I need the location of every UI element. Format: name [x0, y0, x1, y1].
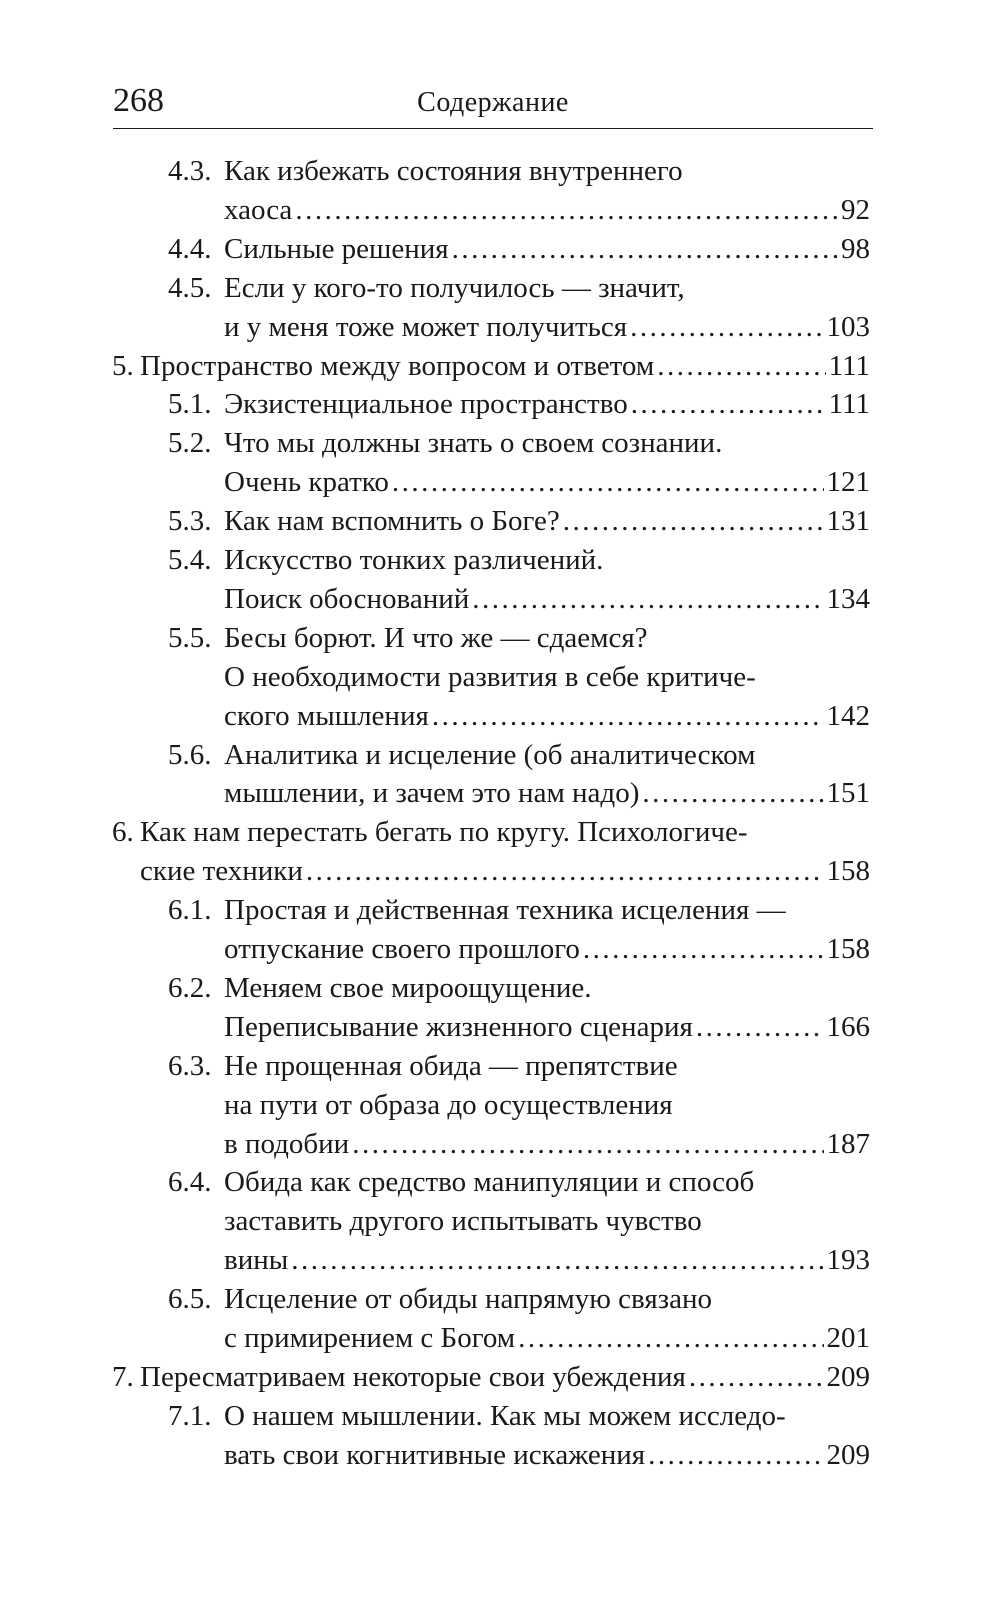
toc-line: [224, 1124, 870, 1164]
toc-line: [224, 773, 870, 813]
toc-entry-title: Как нам перестать бегать по кругу. Психологиче-: [140, 816, 748, 849]
toc-line: [224, 1435, 870, 1475]
toc-entry-title: на пути от образа до осуществления: [224, 1088, 673, 1121]
toc-entry-title: Что мы должны знать о своем сознании.: [224, 427, 723, 460]
toc-line: [224, 1085, 673, 1125]
toc-page-number: 121: [826, 466, 870, 499]
toc-line: [224, 579, 870, 619]
toc-entry-title: заставить другого испытывать чувство: [224, 1205, 702, 1238]
toc-line: [168, 968, 592, 1008]
toc-entry-number: 5.1.: [168, 388, 212, 421]
toc-entry-title: Не прощенная обида — препятствие: [224, 1049, 678, 1082]
dot-leader: [291, 1240, 823, 1280]
toc-line: [168, 1396, 786, 1436]
toc-entry-number: 6.1.: [168, 894, 212, 927]
toc-entry-number: 5.4.: [168, 544, 212, 576]
toc-entry-title: Пространство между вопросом и ответом: [140, 349, 655, 382]
dot-leader: [696, 1007, 824, 1047]
toc-page-number: 209: [826, 1438, 870, 1471]
toc-line: [168, 540, 603, 580]
toc-entry-title: Сильные решения: [224, 232, 449, 265]
toc-entry-title: Обида как средство манипуляции и способ: [224, 1166, 755, 1199]
toc-line: [224, 657, 756, 697]
page-number: 268: [113, 82, 164, 119]
toc-entry-title: Меняем свое мироощущение.: [224, 971, 592, 1004]
toc-entry-title: Переписывание жизненного сценария: [224, 1010, 693, 1043]
toc-entry-title: ские техники: [140, 855, 303, 888]
toc-entry-number: 5.6.: [168, 738, 212, 771]
toc-entry-title: с примирением с Богом: [224, 1322, 516, 1354]
toc-entry-number: 6.5.: [168, 1283, 212, 1316]
dot-leader: [642, 773, 823, 813]
dot-leader: [689, 1357, 824, 1397]
toc-line: [112, 1357, 870, 1397]
toc-line: [224, 1240, 870, 1280]
toc-line: [168, 229, 870, 269]
toc-page-number: 103: [826, 310, 870, 343]
dot-leader: [452, 229, 838, 269]
dot-leader: [295, 190, 838, 230]
toc-entry-number: 5.5.: [168, 621, 212, 654]
toc-page-number: 142: [826, 699, 870, 732]
toc-page-number: 193: [826, 1244, 870, 1277]
toc-entry-title: Пересматриваем некоторые свои убеждения: [140, 1360, 686, 1393]
dot-leader: [518, 1318, 823, 1358]
toc-line: [224, 462, 870, 502]
toc-entry-number: 4.3.: [168, 155, 212, 187]
toc-entry-title: Поиск обоснований: [224, 582, 470, 615]
toc-line: [224, 1318, 870, 1358]
dot-leader: [472, 579, 823, 619]
toc-entry-number: 6.3.: [168, 1049, 212, 1082]
toc-entry-title: мышлении, и зачем это нам надо): [224, 777, 640, 810]
running-header: [113, 80, 873, 129]
dot-leader: [648, 1435, 823, 1475]
toc-line: [224, 1201, 702, 1241]
toc-page-number: 187: [826, 1127, 870, 1160]
toc-line: [168, 1279, 712, 1319]
dot-leader: [657, 346, 825, 386]
toc-line: [168, 890, 786, 930]
toc-entry-title: Очень кратко: [224, 466, 389, 499]
toc-line: [112, 346, 870, 386]
toc-entry-title: в подобии: [224, 1127, 350, 1160]
dot-leader: [631, 384, 826, 424]
toc-line: [168, 384, 870, 424]
toc-entry-title: вины: [224, 1244, 289, 1277]
toc-entry-number: 7.: [112, 1360, 134, 1393]
dot-leader: [630, 307, 823, 347]
toc-page-number: 131: [826, 505, 870, 538]
toc-line: [224, 1007, 870, 1047]
toc-entry-title: Исцеление от обиды напрямую связано: [224, 1283, 713, 1316]
toc-line: [168, 735, 755, 775]
toc-line: [168, 268, 685, 308]
dot-leader: [432, 696, 824, 736]
toc-entry-number: 6.: [112, 816, 134, 849]
toc-page-number: 98: [841, 232, 870, 265]
toc-entry-number: 6.4.: [168, 1166, 212, 1199]
toc-line: [224, 190, 870, 230]
toc-entry-number: 4.4.: [168, 232, 212, 265]
toc-line: [112, 812, 748, 852]
dot-leader: [392, 462, 824, 502]
running-title: Содержание: [417, 87, 569, 118]
toc-line: [168, 501, 870, 541]
toc-page-number: 134: [826, 582, 870, 615]
toc-line: [168, 151, 683, 191]
dot-leader: [352, 1124, 823, 1164]
toc-line: [224, 696, 870, 736]
toc-entry-title: О необходимости развития в себе критиче-: [224, 660, 756, 693]
toc-line: [168, 1046, 678, 1086]
toc-line: [168, 618, 648, 658]
toc-entry-title: вать свои когнитивные искажения: [224, 1438, 646, 1471]
toc-entry-number: 6.2.: [168, 971, 212, 1004]
toc-entry-number: 5.3.: [168, 505, 212, 538]
toc-entry-title: Экзистенциальное пространство: [224, 388, 628, 421]
toc-page-number: 111: [828, 349, 870, 382]
toc-page-number: 92: [841, 193, 870, 226]
toc-entry-title: ского мышления: [224, 699, 429, 732]
toc-page-number: 166: [826, 1010, 870, 1043]
toc-entry-title: и у меня тоже может получиться: [224, 310, 628, 343]
toc-entry-title: хаоса: [224, 193, 293, 226]
toc-entry-title: Искусство тонких различений.: [224, 544, 604, 576]
toc-entry-number: 5.: [112, 349, 134, 382]
toc-line: [224, 929, 870, 969]
toc-line: [224, 307, 870, 347]
toc-entry-title: Как избежать состояния внутреннего: [224, 155, 683, 187]
toc-entry-title: Аналитика и исцеление (об аналитическом: [224, 738, 756, 771]
toc-line: [168, 1162, 754, 1202]
toc-page-number: 209: [826, 1360, 870, 1393]
toc-page-number: 201: [826, 1322, 870, 1354]
toc-page-number: 111: [828, 388, 870, 421]
dot-leader: [583, 929, 824, 969]
toc-line: [140, 851, 870, 891]
toc-entry-title: Бесы борют. И что же — сдаемся?: [224, 621, 648, 654]
toc-page-number: 158: [826, 855, 870, 888]
toc-page-number: 151: [826, 777, 870, 810]
toc-line: [168, 423, 722, 463]
dot-leader: [563, 501, 824, 541]
toc-entry-title: отпускание своего прошлого: [224, 933, 580, 965]
toc-entry-title: Простая и действенная техника исцеления —: [224, 894, 786, 927]
toc-entry-title: О нашем мышлении. Как мы можем исследо-: [224, 1399, 786, 1432]
toc-entry-number: 7.1.: [168, 1399, 212, 1432]
toc-entry-title: Как нам вспомнить о Боге?: [224, 505, 560, 538]
toc-page-number: 158: [826, 933, 870, 965]
toc-entry-number: 5.2.: [168, 427, 212, 460]
toc-entry-number: 4.5.: [168, 271, 212, 304]
toc-entry-title: Если у кого-то получилось — значит,: [224, 271, 685, 304]
dot-leader: [306, 851, 824, 891]
